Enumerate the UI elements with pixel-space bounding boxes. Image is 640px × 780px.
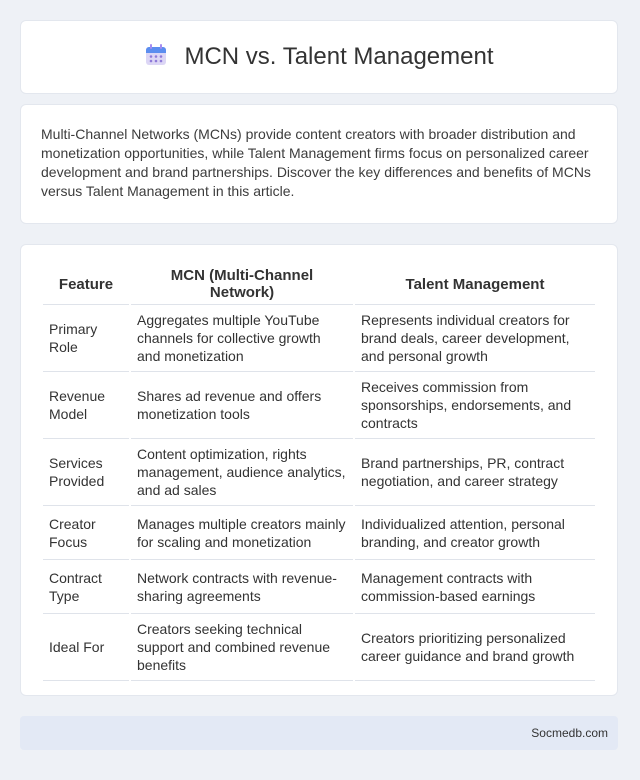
table-row bbox=[43, 372, 595, 439]
row-feature: Contract Type bbox=[43, 560, 129, 614]
table-row bbox=[43, 614, 595, 681]
row-talent: Represents individual creators for brand deals, career development, and personal growth bbox=[355, 305, 595, 372]
row-talent: Brand partnerships, PR, contract negotiation, and career strategy bbox=[355, 439, 595, 506]
row-feature: Primary Role bbox=[43, 305, 129, 372]
row-talent: Individualized attention, personal branding, and creator growth bbox=[355, 506, 595, 560]
footer-link[interactable]: Socmedb.com bbox=[531, 726, 608, 740]
row-feature: Services Provided bbox=[43, 439, 129, 506]
table-row bbox=[43, 439, 595, 506]
row-talent: Receives commission from sponsorships, endorsements, and contracts bbox=[355, 372, 595, 439]
header-card bbox=[20, 20, 618, 94]
table-row bbox=[43, 305, 595, 372]
intro-card bbox=[20, 104, 618, 224]
intro-text: Multi-Channel Networks (MCNs) provide content creators with broader distribution and monetization opportunities, while Talent Management firms focus on personalized career development and brand partnerships. Discover the key differences and benefits of MCNs versus Talent Management in this article. bbox=[41, 126, 591, 199]
row-feature: Creator Focus bbox=[43, 506, 129, 560]
table-header-row bbox=[43, 263, 595, 305]
table-row bbox=[43, 506, 595, 560]
comparison-table bbox=[41, 263, 597, 681]
table-row bbox=[43, 560, 595, 614]
header-mcn: MCN (Multi-Channel Network) bbox=[131, 263, 353, 305]
page-title: MCN vs. Talent Management bbox=[184, 43, 494, 70]
row-feature: Revenue Model bbox=[43, 372, 129, 439]
row-feature: Ideal For bbox=[43, 614, 129, 681]
row-mcn: Creators seeking technical support and combined revenue benefits bbox=[131, 614, 353, 681]
title-wrap bbox=[144, 43, 493, 72]
row-talent: Management contracts with commission-based earnings bbox=[355, 560, 595, 614]
row-mcn: Content optimization, rights management, audience analytics, and ad sales bbox=[131, 439, 353, 506]
row-mcn: Aggregates multiple YouTube channels for collective growth and monetization bbox=[131, 305, 353, 372]
calendar-icon bbox=[144, 43, 168, 72]
row-mcn: Network contracts with revenue-sharing agreements bbox=[131, 560, 353, 614]
row-talent: Creators prioritizing personalized career guidance and brand growth bbox=[355, 614, 595, 681]
header-feature: Feature bbox=[43, 263, 129, 305]
footer bbox=[20, 716, 618, 750]
table-card bbox=[20, 244, 618, 696]
header-talent: Talent Management bbox=[355, 263, 595, 305]
row-mcn: Manages multiple creators mainly for scaling and monetization bbox=[131, 506, 353, 560]
row-mcn: Shares ad revenue and offers monetization tools bbox=[131, 372, 353, 439]
